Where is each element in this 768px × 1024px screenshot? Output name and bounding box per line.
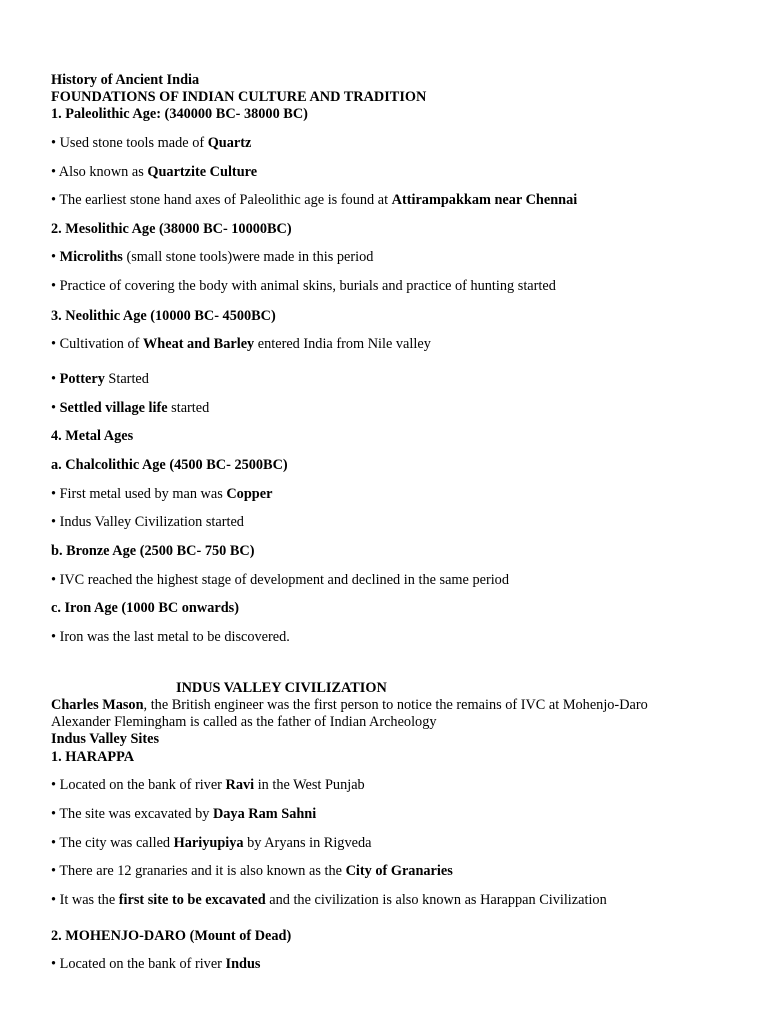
doc-line	[51, 106, 308, 123]
text: • Located on the bank of river	[51, 777, 226, 793]
doc-line	[51, 428, 133, 445]
text: and the civilization is also known as Harappan Civilization	[265, 892, 607, 908]
doc-line	[51, 697, 648, 714]
text: • The earliest stone hand axes of Paleolithic age is found at	[51, 192, 392, 208]
text: •	[51, 249, 60, 265]
text: by Aryans in Rigveda	[243, 835, 372, 851]
doc-line	[51, 486, 272, 503]
doc-line	[51, 336, 431, 353]
doc-line	[51, 400, 209, 417]
doc-line	[51, 308, 276, 325]
bold-text: a. Chalcolithic Age (4500 BC- 2500BC)	[51, 457, 288, 473]
bold-text: INDUS VALLEY CIVILIZATION	[176, 680, 387, 696]
doc-line	[51, 543, 254, 560]
bold-text: Quartz	[207, 135, 252, 151]
bold-text: Ravi	[225, 777, 255, 793]
text: • There are 12 granaries and it is also known as the	[51, 863, 346, 879]
text: • IVC reached the highest stage of development and declined in the same period	[51, 572, 509, 588]
doc-line	[51, 72, 199, 89]
bold-text: 3. Neolithic Age (10000 BC- 4500BC)	[51, 308, 276, 324]
doc-line	[51, 749, 134, 766]
text: • It was the	[51, 892, 119, 908]
bold-text: Pottery	[59, 371, 105, 387]
bold-text: City of Granaries	[345, 863, 453, 879]
bold-text: Attirampakkam near Chennai	[391, 192, 578, 208]
text: in the West Punjab	[254, 777, 365, 793]
bold-text: 1. Paleolithic Age: (340000 BC- 38000 BC)	[51, 106, 308, 122]
bold-text: Hariyupiya	[173, 835, 244, 851]
text: • Iron was the last metal to be discovered.	[51, 629, 290, 645]
doc-line	[51, 600, 239, 617]
bold-text: FOUNDATIONS OF INDIAN CULTURE AND TRADITION	[51, 89, 427, 105]
doc-line	[51, 956, 261, 973]
text: • Also known as	[51, 164, 148, 180]
bold-text: b. Bronze Age (2500 BC- 750 BC)	[51, 543, 255, 559]
bold-text: Indus Valley Sites	[51, 731, 160, 747]
bold-text: Daya Ram Sahni	[212, 806, 317, 822]
bold-text: Microliths	[59, 249, 123, 265]
bold-text: Copper	[226, 486, 273, 502]
bold-text: 4. Metal Ages	[51, 428, 134, 444]
text: • Used stone tools made of	[51, 135, 208, 151]
bold-text: first site to be excavated	[118, 892, 266, 908]
text: • The site was excavated by	[51, 806, 213, 822]
doc-line	[51, 806, 316, 823]
text: , the British engineer was the first person to notice the remains of IVC at Mohenjo-Daro	[143, 697, 648, 713]
text: (small stone tools)were made in this period	[122, 249, 374, 265]
doc-line	[51, 278, 556, 295]
text: • First metal used by man was	[51, 486, 227, 502]
text: • Located on the bank of river	[51, 956, 226, 972]
text: entered India from Nile valley	[254, 336, 431, 352]
text: Started	[104, 371, 149, 387]
doc-line	[51, 928, 291, 945]
doc-line	[51, 135, 251, 152]
doc-line	[51, 89, 426, 106]
doc-line	[51, 164, 257, 181]
doc-line	[51, 629, 290, 646]
bold-text: Quartzite Culture	[147, 164, 258, 180]
doc-line	[51, 371, 149, 388]
text: •	[51, 400, 60, 416]
doc-line	[51, 514, 244, 531]
text: started	[167, 400, 210, 416]
section-title	[176, 680, 387, 697]
doc-line	[51, 221, 292, 238]
doc-line	[51, 457, 288, 474]
bold-text: c. Iron Age (1000 BC onwards)	[51, 600, 239, 616]
bold-text: 2. Mesolithic Age (38000 BC- 10000BC)	[51, 221, 292, 237]
bold-text: History of Ancient India	[51, 72, 200, 88]
text: •	[51, 371, 60, 387]
doc-line	[51, 249, 373, 266]
doc-line	[51, 572, 509, 589]
doc-line	[51, 835, 371, 852]
doc-line	[51, 731, 159, 748]
doc-line	[51, 714, 437, 731]
bold-text: 1. HARAPPA	[51, 749, 135, 765]
doc-line	[51, 863, 453, 880]
bold-text: Indus	[225, 956, 261, 972]
doc-line	[51, 777, 365, 794]
bold-text: Settled village life	[59, 400, 168, 416]
text: • Indus Valley Civilization started	[51, 514, 244, 530]
doc-line	[51, 192, 577, 209]
text: • The city was called	[51, 835, 174, 851]
bold-text: Wheat and Barley	[142, 336, 255, 352]
bold-text: Charles Mason	[51, 697, 144, 713]
doc-line	[51, 892, 607, 909]
bold-text: 2. MOHENJO-DARO (Mount of Dead)	[51, 928, 292, 944]
text: • Practice of covering the body with animal skins, burials and practice of hunting started	[51, 278, 556, 294]
text: • Cultivation of	[51, 336, 143, 352]
text: Alexander Flemingham is called as the father of Indian Archeology	[51, 714, 437, 730]
